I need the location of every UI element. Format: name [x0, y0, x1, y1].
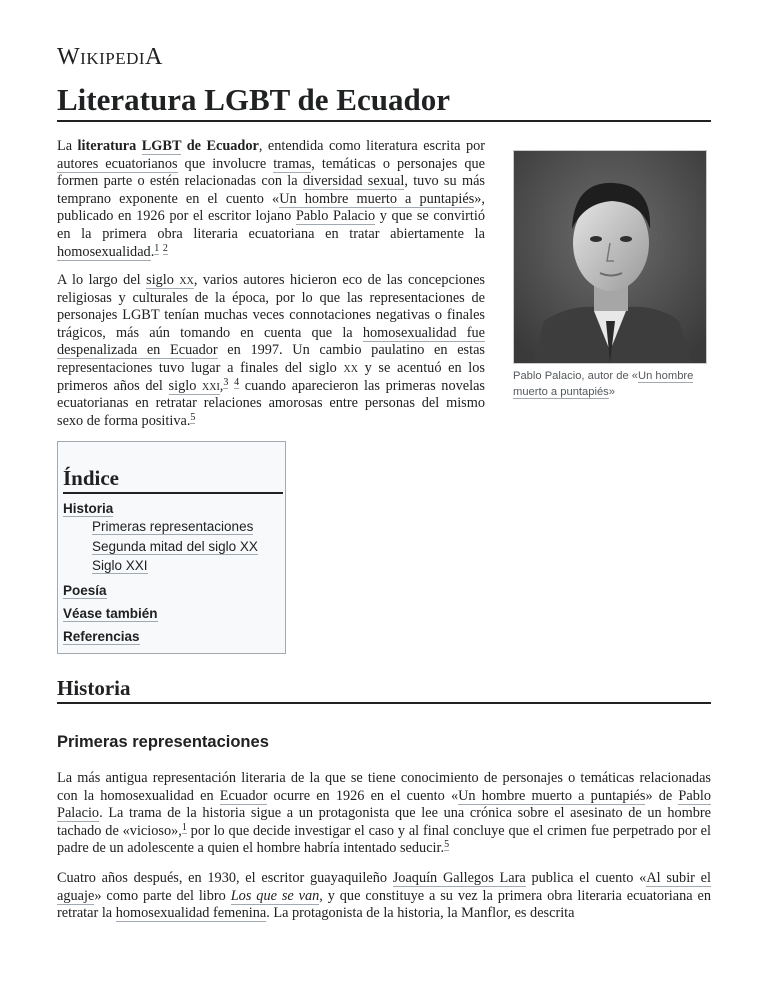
- toc-item-segunda-mitad[interactable]: Segunda mitad del siglo XX: [92, 539, 258, 554]
- logo-letter-w: W: [57, 44, 81, 70]
- toc-item-historia[interactable]: Historia: [63, 501, 114, 516]
- figure-caption: Pablo Palacio, autor de «Un hombre muerto a puntapiés»: [513, 370, 694, 398]
- link-joaquin-gallegos-lara[interactable]: Joaquín Gallegos Lara: [392, 870, 526, 886]
- link-autores-ecuatorianos[interactable]: autores ecuatorianos: [57, 155, 178, 172]
- toc-item-vease-tambien[interactable]: Véase también: [63, 606, 158, 621]
- toc-item-poesia[interactable]: Poesía: [63, 583, 107, 598]
- table-of-contents: [57, 441, 286, 654]
- link-ecuador[interactable]: Ecuador: [219, 787, 268, 804]
- reference-3[interactable]: 3: [223, 376, 229, 388]
- link-siglo-xx[interactable]: siglo xx: [146, 272, 194, 288]
- link-los-que-se-van[interactable]: Los que se van: [230, 887, 320, 904]
- caption-link[interactable]: Un hombre muerto a puntapiés: [513, 370, 694, 398]
- toc-item-siglo-xxi[interactable]: Siglo XXI: [92, 558, 148, 573]
- reference-2[interactable]: 2: [162, 242, 168, 254]
- page-title: Literatura LGBT de Ecuador: [57, 80, 711, 122]
- portrait-photo[interactable]: [513, 150, 707, 364]
- reference-4[interactable]: 4: [234, 376, 240, 388]
- reference-5[interactable]: 5: [190, 411, 196, 423]
- wikipedia-logo[interactable]: [57, 44, 163, 71]
- link-un-hombre-muerto[interactable]: Un hombre muerto a puntapiés: [279, 190, 475, 207]
- link-lgbt[interactable]: LGBT: [141, 138, 182, 154]
- link-un-hombre-muerto-2[interactable]: Un hombre muerto a puntapiés: [458, 787, 646, 804]
- section-heading-historia: Historia: [57, 675, 711, 704]
- section-paragraph-2: Cuatro años después, en 1930, el escritor guayaquileño Joaquín Gallegos Lara publica el cuento «Al subir el aguaje» como parte del libro Los que se van, y que constituye a su vez la primera obra literaria ecuatoriana en retratar la homosexualidad femenina. La protagonista de la historia, la Manflor, es descrita: [57, 870, 712, 922]
- link-despenalizacion[interactable]: homosexualidad fue despenalizada en Ecuador: [57, 324, 485, 359]
- reference-1[interactable]: 1: [154, 242, 160, 254]
- link-pablo-palacio[interactable]: Pablo Palacio: [295, 208, 376, 225]
- subsection-heading-primeras: Primeras representaciones: [57, 733, 269, 751]
- logo-letters: IKIPEDI: [80, 49, 146, 68]
- link-tramas[interactable]: tramas: [273, 155, 312, 172]
- intro-paragraph-2: A lo largo del siglo xx, varios autores hicieron eco de las concepciones religiosas y culturales de la época, por lo que las representaciones de personajes LGBT tenían muchas veces connotaciones negativas o finales trágicos, más aún tomando en cuenta que la homosexualidad fue despenalizada en Ecuador en 1997. Un cambio paulatino en estas representaciones tuvo lugar a finales del siglo xx y se acentuó en los primeros años del siglo xxi,$^3$ $^4$ cuando aparecieron las primeras novelas ecuatorianas en retratar relaciones amorosas entre personas del mismo sexo de forma positiva.$^5$: [57, 272, 485, 429]
- toc-item-primeras-representaciones[interactable]: Primeras representaciones: [92, 519, 254, 534]
- link-diversidad-sexual[interactable]: diversidad sexual: [302, 173, 405, 190]
- logo-letter-a: A: [145, 44, 163, 70]
- link-al-subir-el-aguaje[interactable]: Al subir el aguaje: [57, 870, 711, 904]
- link-siglo-xxi[interactable]: siglo xxi: [168, 377, 220, 394]
- link-homosexualidad-femenina[interactable]: homosexualidad femenina: [115, 905, 267, 922]
- reference-5b[interactable]: 5: [444, 839, 450, 851]
- reference-1b[interactable]: 1: [181, 821, 187, 833]
- link-homosexualidad[interactable]: homosexualidad: [57, 243, 151, 260]
- section-paragraph-1: La más antigua representación literaria de la que se tiene conocimiento de personajes o temáticas relacionadas con la homosexualidad en Ecuador ocurre en 1926 en el cuento «Un hombre muerto a puntapiés» de Pablo Palacio. La trama de la historia sigue a un protagonista que lee una crónica sobre el asesinato de un hombre tachado de «vicioso»,$^1$ por lo que decide investigar el caso y al final concluye que el crimen fue perpetrado por el padre de un adolescente a quien el hombre habría intentado seducir.$^5$: [57, 770, 711, 857]
- infobox-figure: [513, 150, 707, 400]
- toc-title: Índice: [63, 466, 283, 494]
- intro-paragraph-1: La literatura LGBT de Ecuador, entendida como literatura escrita por autores ecuatorianos que involucre tramas, temáticas o personajes que formen parte o estén relacionadas con la diversidad sexual, tuvo su más temprano exponente en el cuento «Un hombre muerto a puntapiés», publicado en 1926 por el escritor lojano Pablo Palacio y que se convirtió en la primera obra literaria ecuatoriana en tratar abiertamente la homosexualidad.$^1$ $^2$: [57, 138, 486, 260]
- toc-item-referencias[interactable]: Referencias: [63, 629, 140, 644]
- link-pablo-palacio-2[interactable]: Pablo Palacio: [57, 787, 711, 822]
